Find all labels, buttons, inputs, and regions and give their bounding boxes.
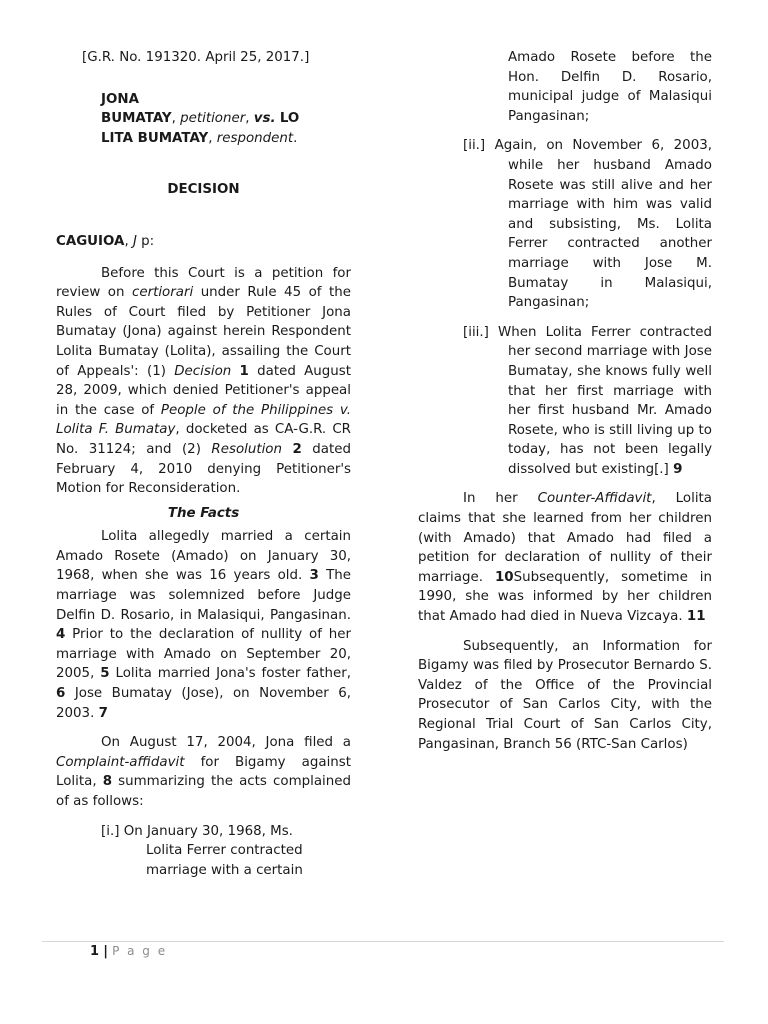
right-column	[418, 48, 712, 754]
case-title: JONA BUMATAY, petitioner, vs. LO LITA BUMATAY, respondent.	[101, 91, 300, 146]
footnote-ref[interactable]: 10	[494, 569, 514, 585]
list-item-3: [iii.] When Lolita Ferrer contracted her second marriage with Jose Bumatay, she knows fully well that her first marriage with her first husband Mr. Amado Rosete, who is still living up to today, has not been legally dissolved but existing[.] 9	[463, 324, 712, 477]
page-number: 1	[90, 944, 100, 959]
footnote-ref[interactable]: 2	[292, 441, 302, 457]
footnote-ref[interactable]: 9	[673, 461, 683, 477]
paragraph-1: Before this Court is a petition for review on certiorari under Rule 45 of the Rules of Court filed by Petitioner Jona Bumatay (Jona) against herein Respondent Lolita Bumatay (Lolita), assailing the Court of Appeals': (1) Decision 1 dated August 28, 2009, which denied Petitioner's appeal in the case of People of the Philippines v. Lolita F. Bumatay, docketed as CA-G.R. CR No. 31124; and (2) Resolution 2 dated February 4, 2010 denying Petitioner's Motion for Reconsideration.	[56, 265, 352, 497]
page-label: P a g e	[112, 944, 168, 958]
footnote-ref[interactable]: 8	[102, 774, 113, 790]
footnote-ref[interactable]: 7	[98, 705, 108, 721]
ponente: CAGUIOA, J p:	[56, 233, 155, 249]
footnote-ref[interactable]: 5	[100, 666, 110, 682]
footnote-ref[interactable]: 4	[56, 627, 66, 643]
footnote-ref[interactable]: 6	[56, 686, 66, 702]
left-column	[56, 48, 351, 880]
paragraph-5: Subsequently, an Information for Bigamy was filed by Prosecutor Bernardo S. Valdez of the Office of the Provincial Prosecutor of San Carlos City, with the Regional Trial Court of San Carlos City, Pangasinan, Branch 56 (RTC-San Carlos)	[418, 638, 712, 752]
paragraph-2: Lolita allegedly married a certain Amado Rosete (Amado) on January 30, 1968, when she was 16 years old. 3 The marriage was solemnized before Judge Delfin D. Rosario, in Malasiqui, Pangasinan. 4 Prior to the declaration of nullity of her marriage with Amado on September 20, 2005, 5 Lolita married Jona's foster father, 6 Jose Bumatay (Jose), on November 6, 2003. 7	[56, 529, 351, 721]
list-item-1-cont: Amado Rosete before the Hon. Delfin D. Rosario, municipal judge of Malasiqui Pangasinan;	[508, 50, 712, 124]
gr-line: [G.R. No. 191320. April 25, 2017.]	[82, 50, 310, 65]
list-item-1: [i.] On January 30, 1968, Ms. Lolita Ferrer contracted marriage with a certain	[101, 823, 303, 878]
footnote-ref[interactable]: 3	[309, 568, 319, 584]
footer-divider	[42, 941, 724, 942]
footnote-ref[interactable]: 11	[686, 609, 706, 625]
list-item-2: [ii.] Again, on November 6, 2003, while her husband Amado Rosete was still alive and her marriage with him was valid and subsisting, Ms. Lolita Ferrer contracted another marriage with Jose M. Bumatay in Malasiqui, Pangasinan;	[463, 138, 712, 311]
facts-heading: The Facts	[167, 505, 240, 521]
paragraph-4: In her Counter-Affidavit, Lolita claims that she learned from her children (with Amado) that Amado had filed a petition for declaration of nullity of their marriage. 10Subsequently, sometime in 1990, she was informed by her children that Amado had died in Nueva Vizcaya. 11	[418, 491, 712, 625]
paragraph-3: On August 17, 2004, Jona filed a Complaint-affidavit for Bigamy against Lolita, 8 summarizing the acts complained of as follows:	[56, 735, 351, 809]
decision-heading: DECISION	[167, 182, 240, 198]
footer-separator: |	[103, 944, 108, 959]
page-footer	[90, 944, 167, 959]
footnote-ref[interactable]: 1	[239, 363, 249, 379]
